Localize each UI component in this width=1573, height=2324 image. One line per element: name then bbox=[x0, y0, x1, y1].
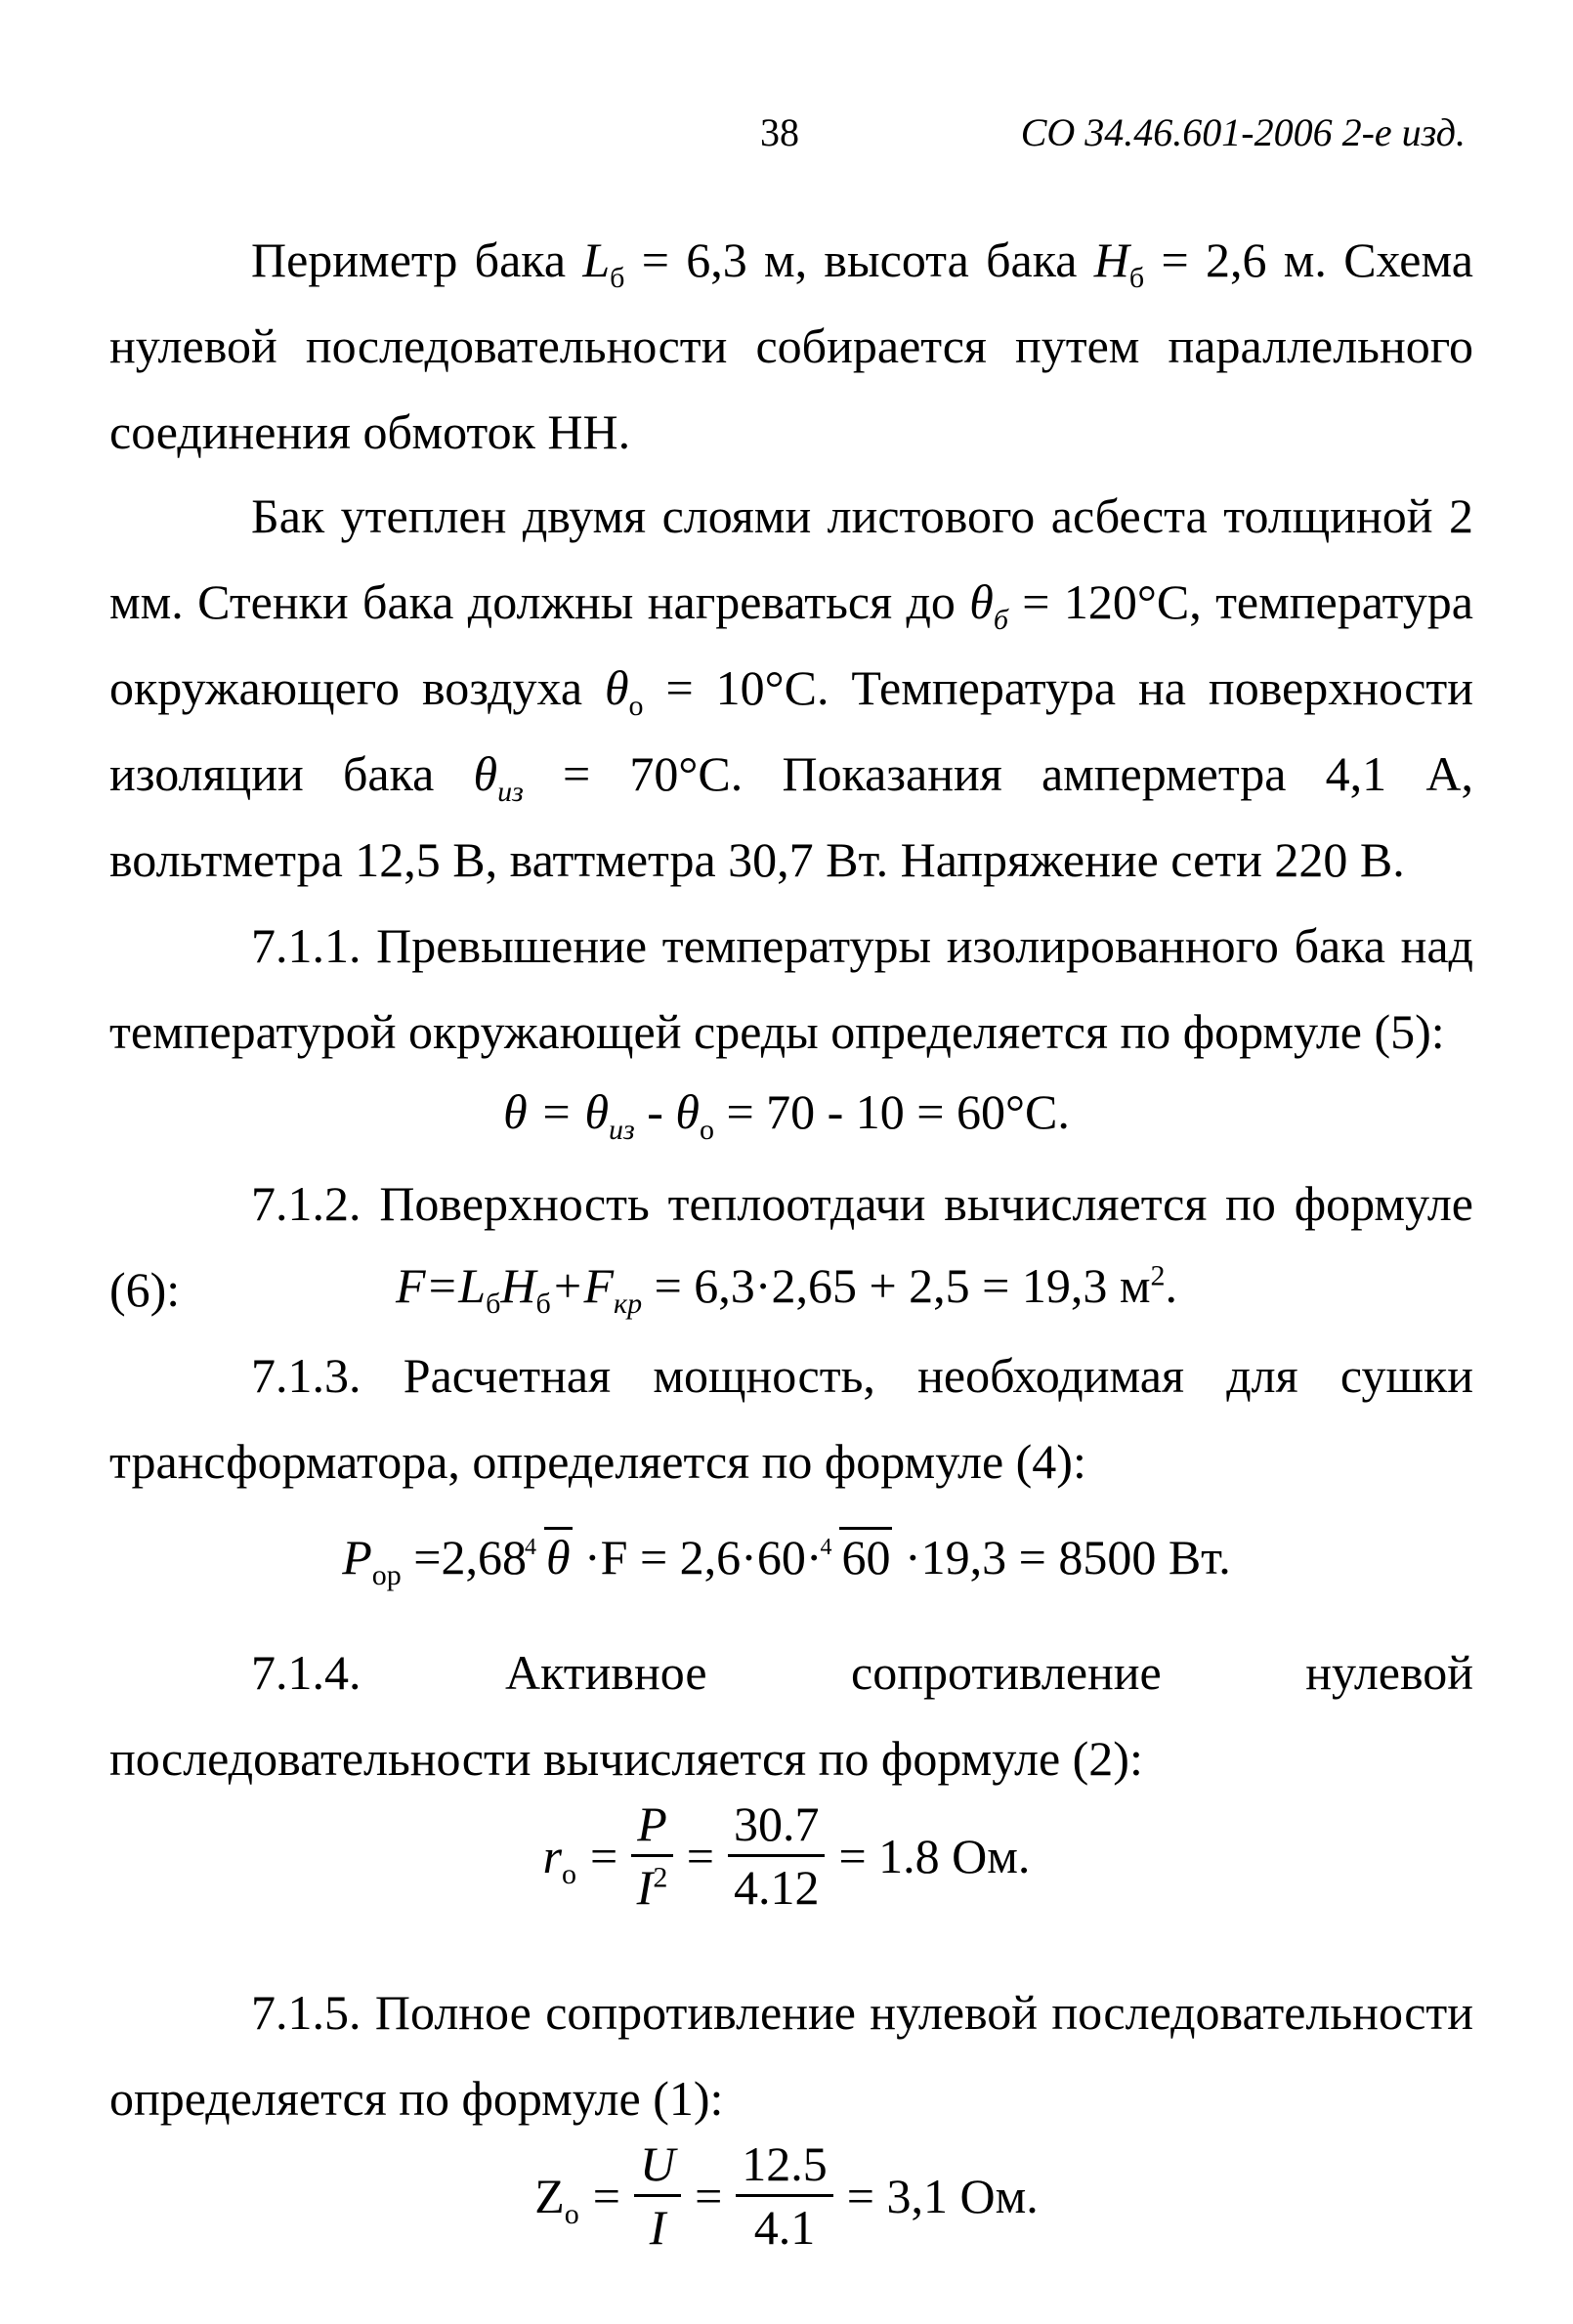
paragraph-insulation: Бак утеплен двумя слоями листового асбеста толщиной 2 мм. Стенки бака должны нагреваться до $\theta_б = 120^\circ C$, температура окружающего воздуха $\theta_о = 10^\circ C$. Температура на поверхности изоляции бака $\theta_{из} = 70^\circ C$. Показания амперметра 4,1 А, вольтметра 12,5 В, ваттметра 30,7 Вт. Напряжение сети 220 В. bbox=[109, 488, 1473, 887]
fraction: $\frac{P}{I^2}$ bbox=[631, 1796, 673, 1916]
root-sign: 4 60 bbox=[822, 1526, 892, 1588]
page-number: 38 bbox=[760, 110, 799, 154]
equation-active-resistance: $r_о$ = $\frac{P}{I^2}$ = $\frac{30.7}{4.12}$ = 1.8 Ом. bbox=[542, 1796, 1031, 1915]
root-sign: 4 θ bbox=[527, 1526, 573, 1588]
equation-heat-surface: $F=L_бH_б+F_{кр} = 6,3\cdot 2,65 + 2,5 = 19,3$ $м^2$. bbox=[396, 1258, 1177, 1320]
fraction: $\frac{U}{I}$ bbox=[634, 2135, 681, 2256]
equation-temperature-rise: $\theta = \theta_{из} - \theta_о = 70 - 10 = 60^\circ C$. bbox=[503, 1084, 1070, 1146]
paragraph-7-1-1: 7.1.1. Превышение температуры изолированного бака над температурой окружающей среды определяется по формуле (5): bbox=[109, 918, 1473, 1059]
fraction: $\frac{30.7}{4.12}$ bbox=[728, 1796, 826, 1916]
paragraph-tank-dimensions: Периметр бака $L_б = 6,3$ м, высота бака $H_б = 2,6$ м. Схема нулевой последовательности собирается путем параллельного соединения обмоток НН. bbox=[109, 232, 1473, 459]
fraction: $\frac{12.5}{4.1}$ bbox=[736, 2135, 833, 2256]
paragraph-7-1-5: 7.1.5. Полное сопротивление нулевой последовательности определяется по формуле (1): bbox=[109, 1985, 1473, 2126]
paragraph-7-1-4: 7.1.4. Активное сопротивление нулевой последовательности вычисляется по формуле (2): bbox=[109, 1645, 1473, 1786]
paragraph-7-1-2: 7.1.2. Поверхность теплоотдачи вычисляется по формуле (6): bbox=[109, 1176, 1473, 1317]
equation-power: $P_{ор} =2,68$ 4 θ ·F = 2,6·60· 4 60 ·19,3 = 8500 Вт. bbox=[0, 1526, 1573, 1588]
document-code: СО 34.46.601-2006 2-е изд. bbox=[1020, 110, 1466, 154]
equation-total-resistance: $Z_о$ = $\frac{U}{I}$ = $\frac{12.5}{4.1}$ = 3,1 Ом. bbox=[534, 2136, 1039, 2255]
paragraph-7-1-3: 7.1.3. Расчетная мощность, необходимая для сушки трансформатора, определяется по формуле (4): bbox=[109, 1348, 1473, 1489]
page-header bbox=[0, 109, 1573, 168]
